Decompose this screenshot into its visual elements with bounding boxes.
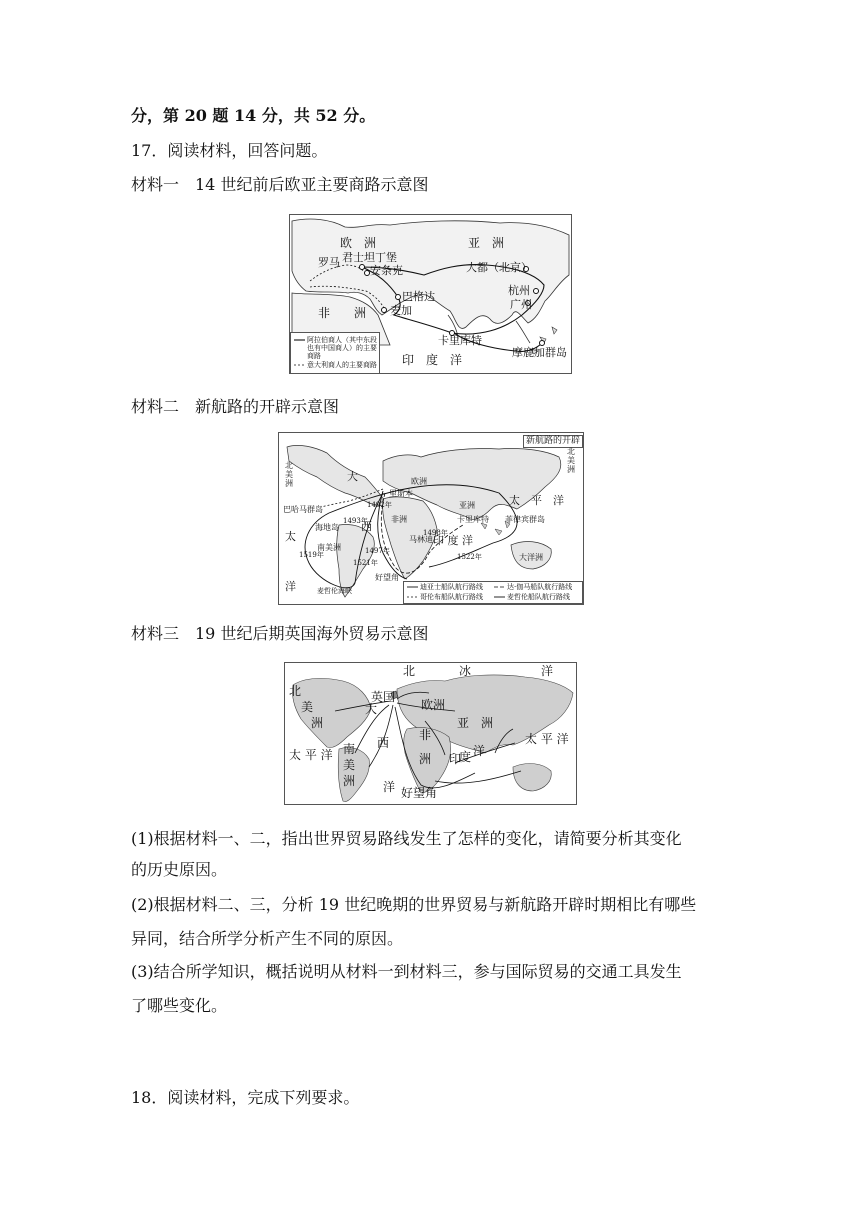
q17-sub2-line1: (2)根据材料二、三，分析 19 世纪晚期的世界贸易与新航路开辟时期相比有哪些: [131, 895, 697, 914]
map3-label-britain: 英国: [371, 690, 396, 704]
map1-label-hangzhou: 杭州: [508, 284, 530, 297]
map3-label-indian-2: 度: [459, 750, 472, 764]
map3-label-arctic-2: 冰: [459, 664, 472, 678]
map2-legend-columbus: 哥伦布船队航行路线: [420, 593, 483, 601]
map2-label-haiti: 海地岛: [315, 523, 339, 532]
map3-label-south-america-1: 南: [343, 742, 356, 756]
map2-label-africa: 非洲: [391, 515, 407, 524]
map3-label-africa-1: 非: [419, 728, 432, 742]
map3-label-arctic-1: 北: [403, 664, 416, 678]
map2-label-cape: 好望角: [375, 573, 399, 582]
map3-label-atlantic-2: 西: [377, 736, 390, 750]
map-eurasia-trade-routes: [289, 214, 572, 374]
map3-label-arctic-3: 洋: [541, 664, 554, 678]
map1-label-asia: 亚 洲: [468, 236, 505, 250]
q17-sub1-line2: 的历史原因。: [131, 860, 228, 879]
section-header-line: 分，第 20 题 14 分，共 52 分。: [131, 106, 376, 125]
q17-sub3-line1: (3)结合所学知识，概括说明从材料一到材料三，参与国际贸易的交通工具发生: [131, 962, 682, 981]
map2-label-bahamas: 巴哈马群岛: [283, 505, 323, 514]
map3-label-pacific-west: 太 平 洋: [289, 748, 333, 762]
map3-label-indian-3: 洋: [473, 744, 486, 758]
map3-label-south-america-3: 洲: [343, 774, 356, 788]
map1-label-europe: 欧 洲: [340, 236, 377, 250]
map3-label-pacific-east: 太 平 洋: [525, 732, 569, 746]
map3-label-atlantic-3: 洋: [383, 780, 396, 794]
map1-label-africa: 非 洲: [318, 306, 367, 320]
map2-label-1521: 1521年: [353, 559, 378, 567]
map1-label-constantinople: 君士坦丁堡: [342, 251, 397, 264]
map3-label-south-america-2: 美: [343, 758, 356, 772]
question-17-title: 17．阅读材料，回答问题。: [131, 141, 328, 160]
map3-label-north-america-3: 洲: [311, 716, 324, 730]
map2-label-atlantic-1: 大: [347, 470, 358, 483]
map2-legend-dias: 迪亚士船队航行路线: [420, 583, 483, 591]
map2-legend-magellan: 麦哲伦船队航行路线: [507, 593, 570, 601]
question-18-title: 18．阅读材料，完成下列要求。: [131, 1088, 360, 1107]
map2-label-1522: 1522年: [457, 553, 482, 561]
map3-label-cape: 好望角: [401, 786, 438, 800]
map2-label-malindi: 马林迪: [409, 535, 433, 544]
map2-label-asia: 亚洲: [459, 501, 475, 510]
map1-label-baghdad: 巴格达: [402, 290, 435, 303]
map3-label-asia: 亚 洲: [457, 716, 494, 730]
map2-label-1493: 1493年: [343, 517, 368, 525]
map3-label-indian-1: 印: [449, 752, 462, 766]
map3-label-north-america-2: 美: [301, 700, 314, 714]
map1-legend: [290, 332, 380, 374]
map2-label-pacific-w1: 太: [285, 530, 296, 543]
map-new-sea-routes: [278, 432, 584, 605]
map2-legend: [403, 581, 583, 604]
map1-label-antioch: 安条克: [370, 264, 403, 277]
map3-label-north-america-1: 北: [289, 684, 302, 698]
material-2-caption: 材料二 新航路的开辟示意图: [131, 397, 340, 416]
map3-label-europe: 欧洲: [421, 698, 446, 712]
map2-label-calicut: 卡里库特: [457, 515, 489, 524]
q17-sub3-line2: 了哪些变化。: [131, 996, 228, 1015]
map1-label-indian-ocean: 印 度 洋: [402, 353, 463, 367]
map2-label-magellan-strait: 麦哲伦海峡: [317, 587, 352, 595]
map3-label-africa-2: 洲: [419, 752, 432, 766]
material-1-caption: 材料一 14 世纪前后欧亚主要商路示意图: [131, 175, 429, 194]
material-3-caption: 材料三 19 世纪后期英国海外贸易示意图: [131, 624, 429, 643]
map1-label-moluccas: 摩鹿加群岛: [512, 346, 567, 359]
map1-label-guangzhou: 广州: [510, 298, 532, 311]
map2-label-pacific-w2: 洋: [285, 580, 296, 593]
q17-sub2-line2: 异同，结合所学分析产生不同的原因。: [131, 929, 404, 948]
map2-label-1497: 1497年: [365, 547, 390, 555]
map2-label-1519: 1519年: [299, 551, 324, 559]
map2-label-atlantic-2: 西: [361, 520, 372, 533]
map3-label-atlantic-1: 大: [365, 702, 378, 716]
map1-label-calicut: 卡里库特: [438, 334, 482, 347]
map1-label-mecca: 麦加: [390, 304, 412, 317]
map2-label-1498: 1498年: [423, 529, 448, 537]
map2-title: 新航路的开辟: [523, 435, 583, 448]
map2-label-philippines: 菲律宾群岛: [505, 515, 545, 524]
map1-legend-italian: 意大利商人的主要商路: [307, 361, 377, 369]
map2-label-pacific: 太 平 洋: [509, 494, 564, 507]
map2-label-north-america: 北美洲: [285, 461, 293, 488]
map-british-overseas-trade: [284, 662, 577, 805]
map2-label-north-america-ne: 北美洲: [567, 447, 575, 474]
map2-label-indian: 印 度 洋: [433, 534, 473, 547]
map2-label-lisbon: 里斯本: [389, 489, 413, 498]
map2-legend-gama: 达·伽马船队航行路线: [507, 583, 573, 591]
q17-sub1-line1: (1)根据材料一、二，指出世界贸易路线发生了怎样的变化，请简要分析其变化: [131, 829, 682, 848]
map2-label-oceania: 大洋洲: [519, 553, 543, 562]
map2-label-south-america: 南美洲: [317, 543, 341, 552]
map1-label-rome: 罗马: [318, 256, 340, 269]
map2-label-europe: 欧洲: [411, 477, 427, 486]
map2-label-1492: 1492年: [367, 501, 392, 509]
map1-label-dadu: 大都（北京）: [466, 261, 532, 274]
map1-legend-arab: 阿拉伯商人（其中东段也有中国商人）的主要商路: [307, 336, 377, 360]
